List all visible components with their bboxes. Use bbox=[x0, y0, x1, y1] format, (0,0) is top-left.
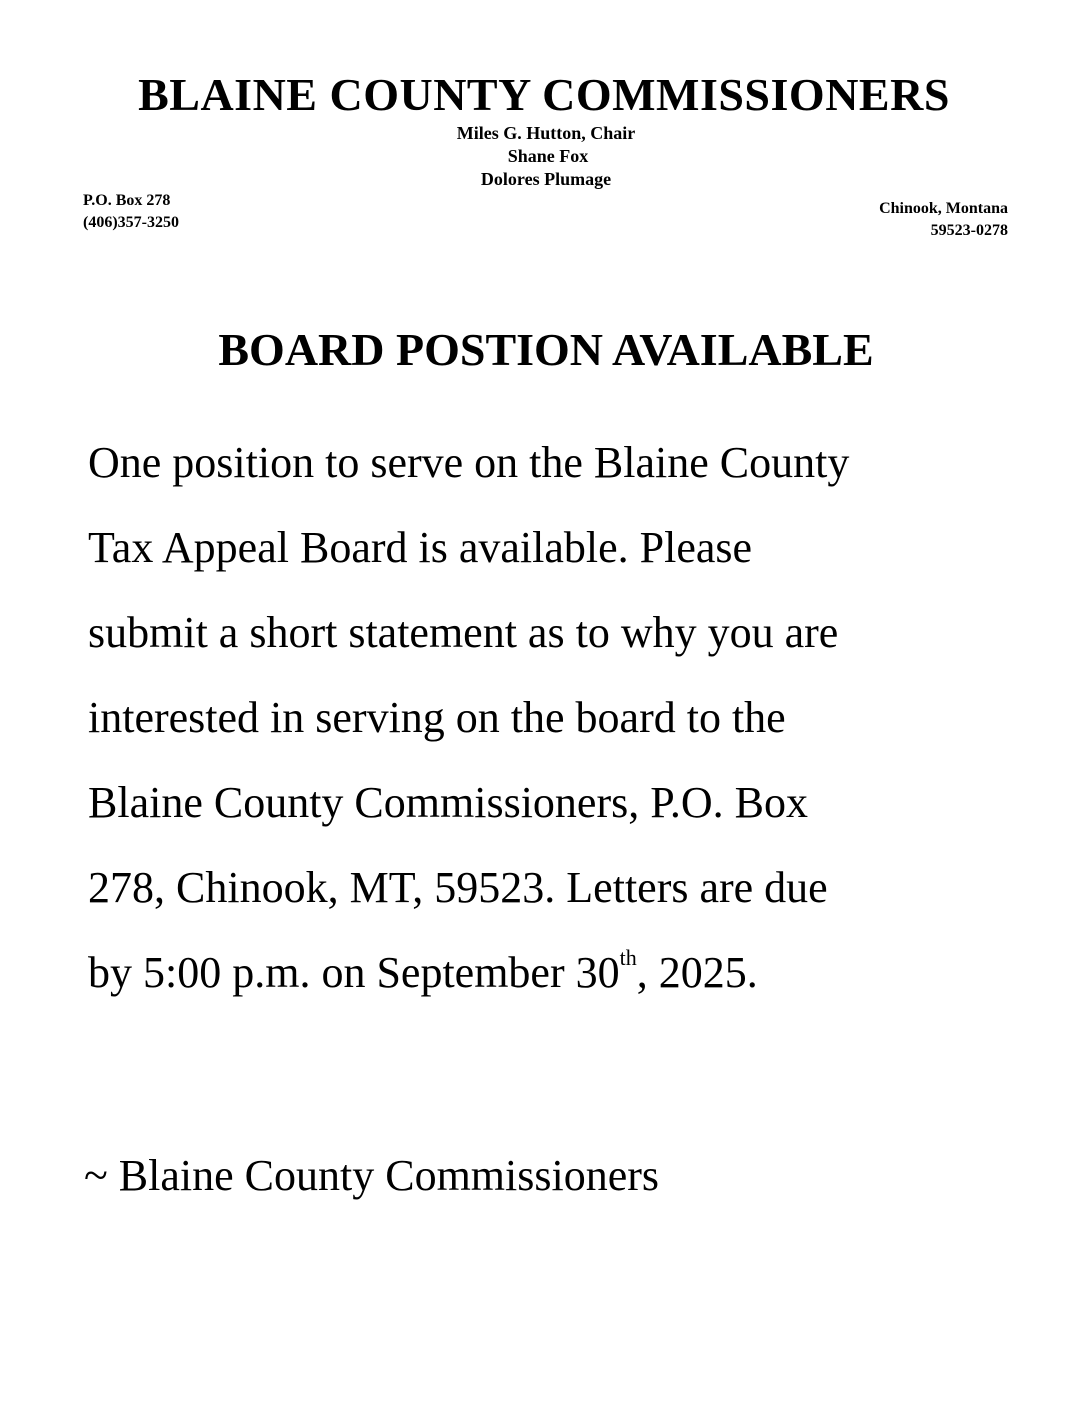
body-line: interested in serving on the board to the bbox=[88, 693, 786, 742]
letterhead-title: BLAINE COUNTY COMMISSIONERS bbox=[138, 69, 950, 120]
deadline-text: by 5:00 p.m. on September 30 bbox=[88, 948, 620, 997]
mailing-address bbox=[83, 190, 179, 234]
phone-number: (406)357-3250 bbox=[83, 214, 179, 231]
body-line: Blaine County Commissioners, P.O. Box bbox=[88, 778, 808, 827]
city-state: Chinook, Montana bbox=[879, 200, 1008, 217]
commissioner-list bbox=[0, 122, 1088, 191]
commissioner-member: Dolores Plumage bbox=[480, 169, 612, 189]
body-line: 278, Chinook, MT, 59523. Letters are due bbox=[88, 863, 828, 912]
commissioner-chair: Miles G. Hutton, Chair bbox=[456, 123, 636, 143]
body-line-deadline bbox=[88, 930, 1018, 1015]
ordinal-suffix: th bbox=[619, 945, 637, 971]
deadline-year: , 2025. bbox=[636, 948, 758, 997]
commissioner-member: Shane Fox bbox=[507, 146, 589, 166]
notice-heading: BOARD POSTION AVAILABLE bbox=[218, 324, 874, 375]
city-address bbox=[879, 198, 1008, 242]
notice-body bbox=[88, 420, 1018, 1015]
body-line: One position to serve on the Blaine County bbox=[88, 438, 850, 487]
signature: ~ Blaine County Commissioners bbox=[84, 1151, 660, 1200]
po-box: P.O. Box 278 bbox=[83, 192, 171, 209]
zip-code: 59523-0278 bbox=[930, 222, 1008, 239]
body-line: submit a short statement as to why you are bbox=[88, 608, 839, 657]
body-line: Tax Appeal Board is available. Please bbox=[88, 523, 753, 572]
